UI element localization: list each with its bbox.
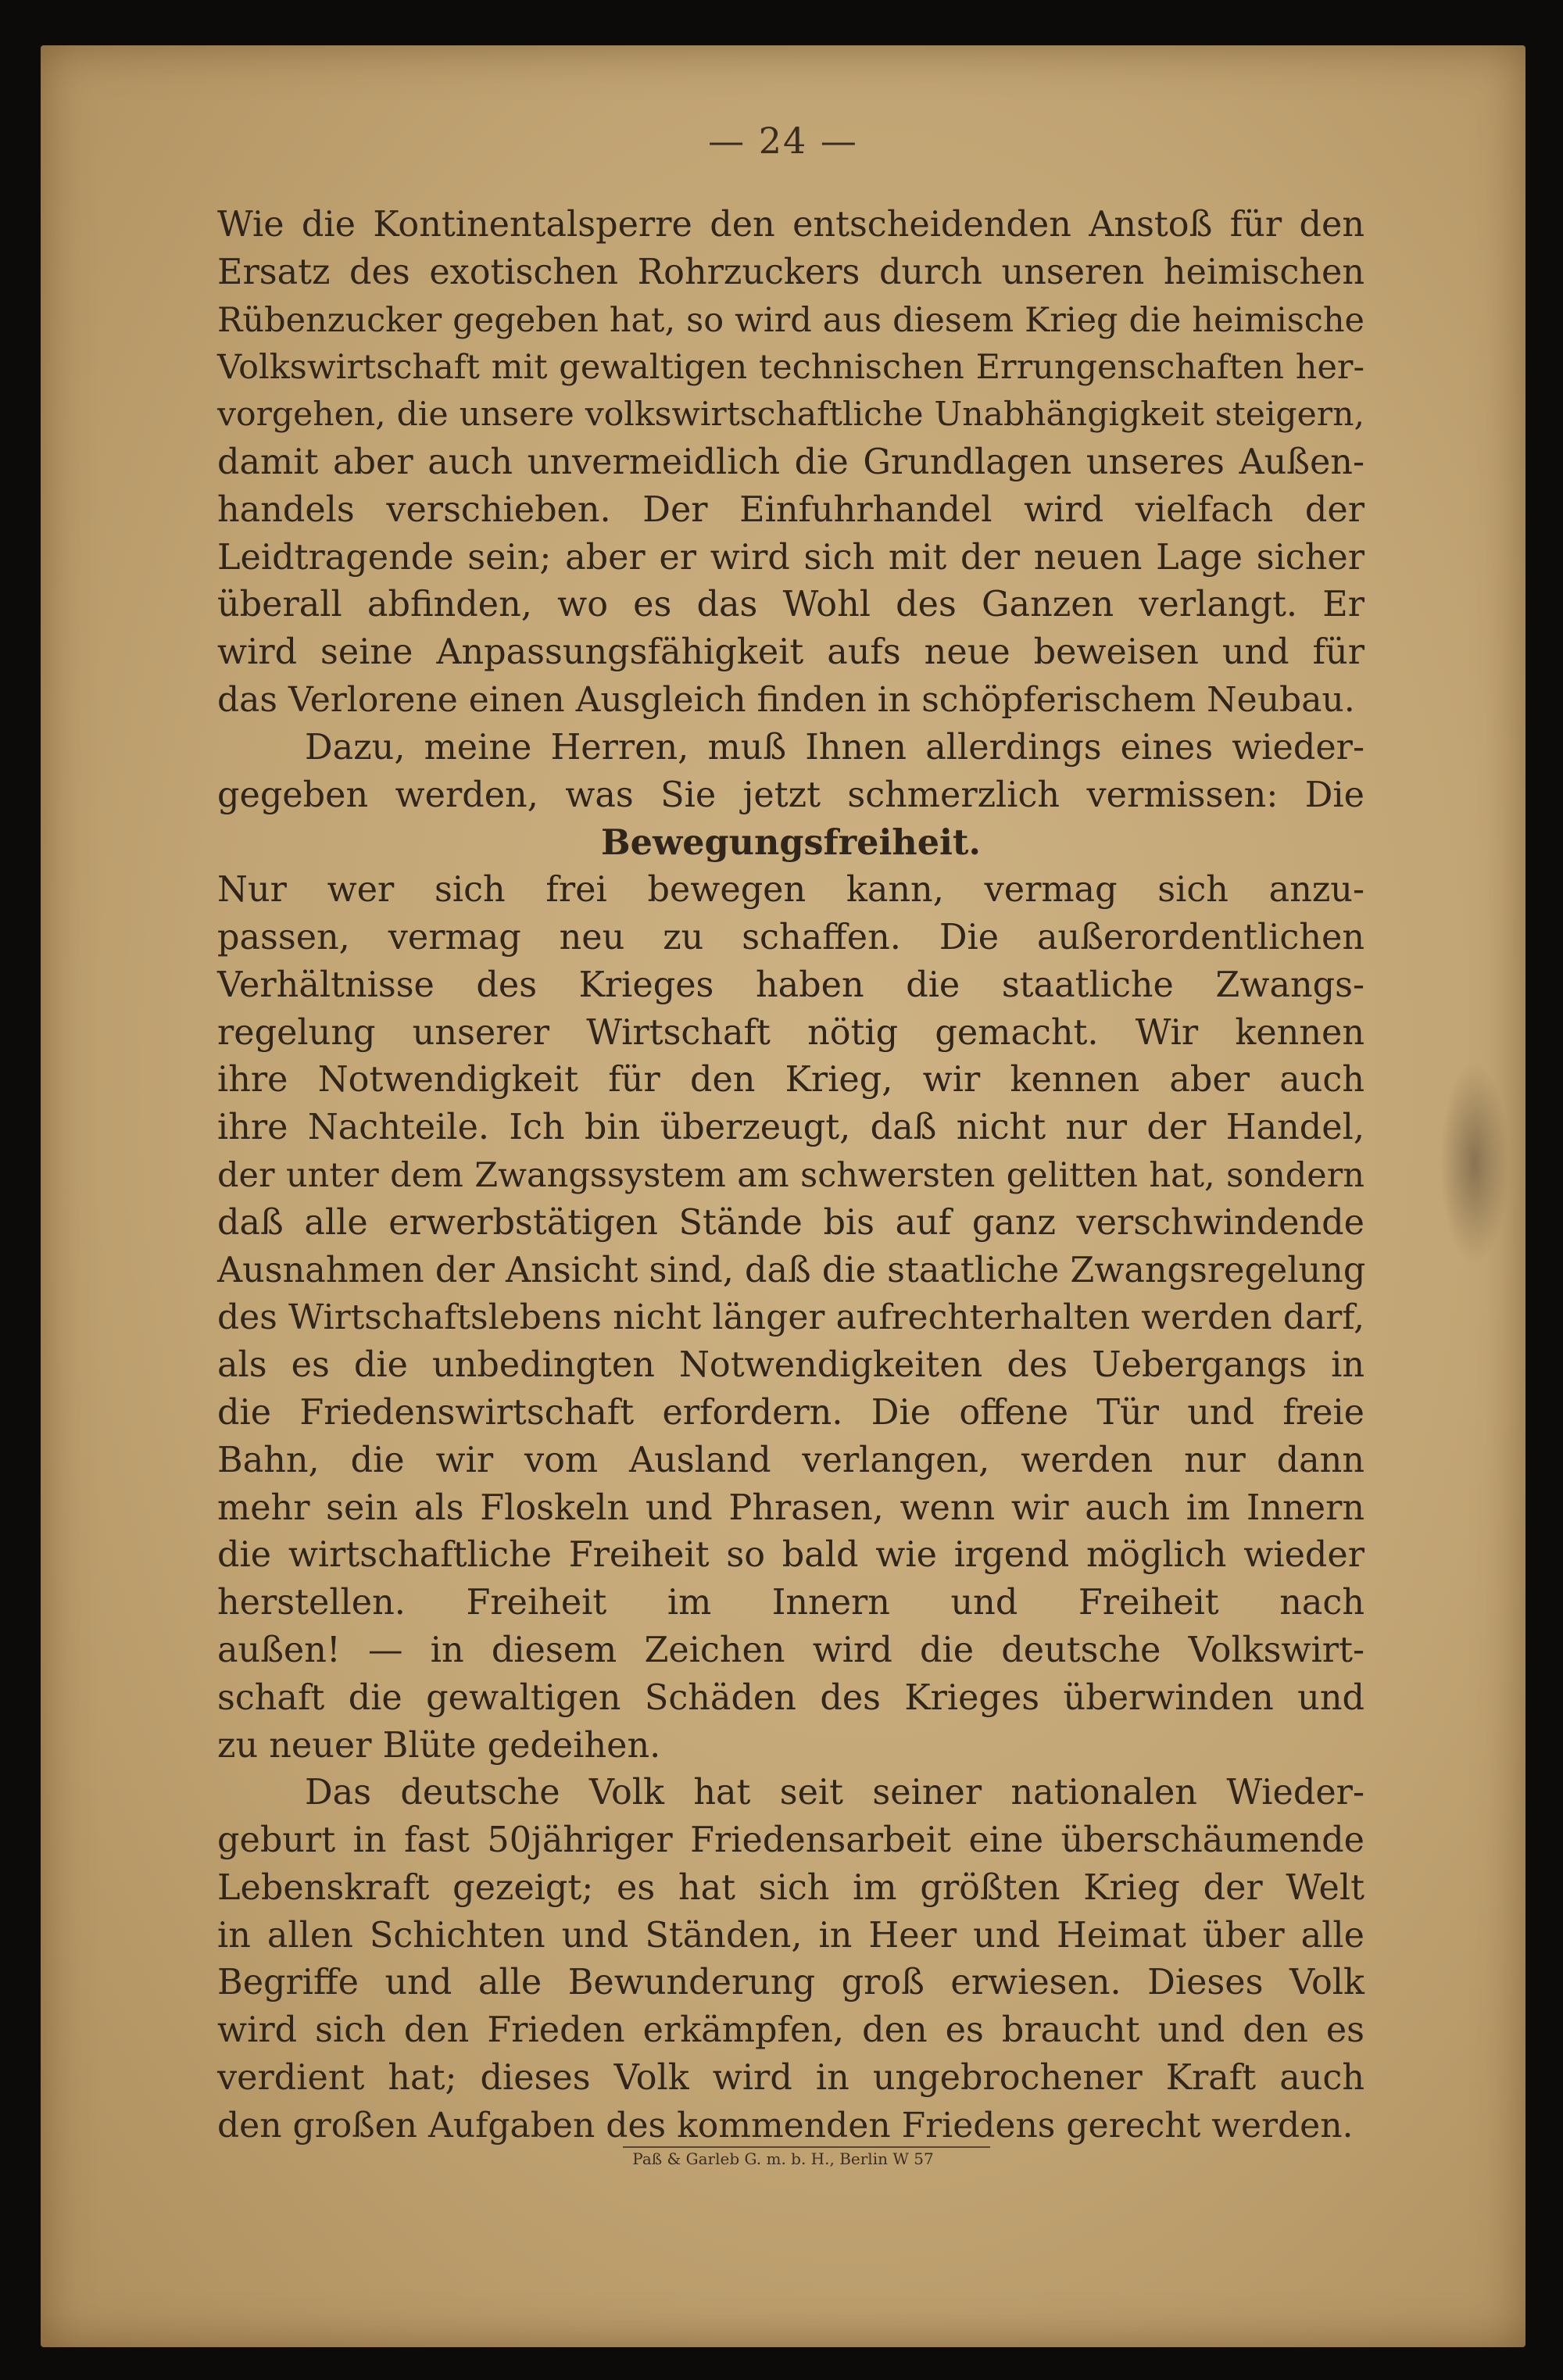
text-line-3: Rübenzucker gegeben hat, so wird aus diesem Krieg die heimische xyxy=(217,300,1364,340)
text-line-25: als es die unbedingten Notwendigkeiten des Uebergangs in xyxy=(217,1345,1364,1386)
imprint-rule xyxy=(623,2146,990,2148)
text-line-40: verdient hat; dieses Volk wird in ungebrochener Kraft auch xyxy=(217,2058,1364,2099)
text-line-33: zu neuer Blüte gedeihen. xyxy=(217,1725,661,1766)
text-line-28: mehr sein als Floskeln und Phrasen, wenn wir auch im Innern xyxy=(217,1487,1364,1528)
text-line-9: überall abfinden, wo es das Wohl des Ganzen verlangt. Er xyxy=(217,585,1364,625)
text-line-27: Bahn, die wir vom Ausland verlangen, werden nur dann xyxy=(217,1440,1364,1480)
text-line-18: regelung unserer Wirtschaft nötig gemacht. Wir kennen xyxy=(217,1012,1364,1053)
text-line-23: Ausnahmen der Ansicht sind, daß die staatliche Zwangsregelung xyxy=(217,1250,1366,1290)
text-line-41: den großen Aufgaben des kommenden Friedens gerecht werden. xyxy=(217,2105,1354,2146)
text-line-32: schaft die gewaltigen Schäden des Krieges überwinden und xyxy=(217,1677,1364,1718)
page-number: — 24 — xyxy=(708,120,858,162)
text-line-2: Ersatz des exotischen Rohrzuckers durch unseren heimischen xyxy=(217,252,1364,292)
text-line-11: das Verlorene einen Ausgleich finden in schöpferischem Neubau. xyxy=(217,679,1355,720)
text-line-13: gegeben werden, was Sie jetzt schmerzlich vermissen: Die xyxy=(217,775,1364,815)
text-line-31: außen! — in diesem Zeichen wird die deutsche Volkswirt- xyxy=(217,1630,1364,1670)
body-text xyxy=(217,202,1364,2150)
text-line-26: die Friedenswirtschaft erfordern. Die offene Tür und freie xyxy=(217,1392,1364,1433)
text-line-39: wird sich den Frieden erkämpfen, den es braucht und den es xyxy=(217,2010,1364,2051)
text-line-30: herstellen. Freiheit im Innern und Freiheit nach xyxy=(217,1583,1364,1623)
text-line-37: in allen Schichten und Ständen, in Heer und Heimat über alle xyxy=(217,1915,1364,1956)
text-line-12: Dazu, meine Herren, muß Ihnen allerdings eines wieder- xyxy=(305,727,1364,768)
text-line-36: Lebenskraft gezeigt; es hat sich im größten Krieg der Welt xyxy=(217,1867,1364,1908)
text-line-24: des Wirtschaftslebens nicht länger aufrechterhalten werden darf, xyxy=(217,1297,1364,1338)
text-line-15: Nur wer sich frei bewegen kann, vermag sich anzu- xyxy=(217,870,1364,911)
text-line-22: daß alle erwerbstätigen Stände bis auf ganz verschwindende xyxy=(217,1202,1364,1243)
text-line-4: Volkswirtschaft mit gewaltigen technischen Errungenschaften her- xyxy=(217,348,1364,388)
text-line-8: Leidtragende sein; aber er wird sich mit der neuen Lage sicher xyxy=(217,537,1364,578)
text-line-20: ihre Nachteile. Ich bin überzeugt, daß nicht nur der Handel, xyxy=(217,1108,1364,1148)
document-page xyxy=(41,45,1525,2347)
text-line-19: ihre Notwendigkeit für den Krieg, wir kennen aber auch xyxy=(217,1060,1364,1101)
text-line-38: Begriffe und alle Bewunderung groß erwiesen. Dieses Volk xyxy=(217,1963,1364,2003)
printer-imprint: Paß & Garleb G. m. b. H., Berlin W 57 xyxy=(632,2149,934,2168)
text-line-34: Das deutsche Volk hat seit seiner nationalen Wieder- xyxy=(305,1773,1364,1813)
text-line-16: passen, vermag neu zu schaffen. Die außerordentlichen xyxy=(217,917,1364,957)
text-line-7: handels verschieben. Der Einfuhrhandel wird vielfach der xyxy=(217,489,1364,530)
text-line-17: Verhältnisse des Krieges haben die staatliche Zwangs- xyxy=(217,965,1364,1005)
text-line-21: der unter dem Zwangssystem am schwersten gelitten hat, sondern xyxy=(217,1155,1364,1195)
section-heading: Bewegungsfreiheit. xyxy=(601,822,981,864)
text-line-35: geburt in fast 50jähriger Friedensarbeit eine überschäumende xyxy=(217,1820,1364,1861)
text-line-6: damit aber auch unvermeidlich die Grundlagen unseres Außen- xyxy=(217,442,1364,482)
text-line-1: Wie die Kontinentalsperre den entscheidenden Anstoß für den xyxy=(217,205,1364,245)
text-line-10: wird seine Anpassungsfähigkeit aufs neue beweisen und für xyxy=(217,632,1364,673)
text-line-29: die wirtschaftliche Freiheit so bald wie irgend möglich wieder xyxy=(217,1535,1364,1576)
text-line-5: vorgehen, die unsere volkswirtschaftliche Unabhängigkeit steigern, xyxy=(217,395,1364,435)
